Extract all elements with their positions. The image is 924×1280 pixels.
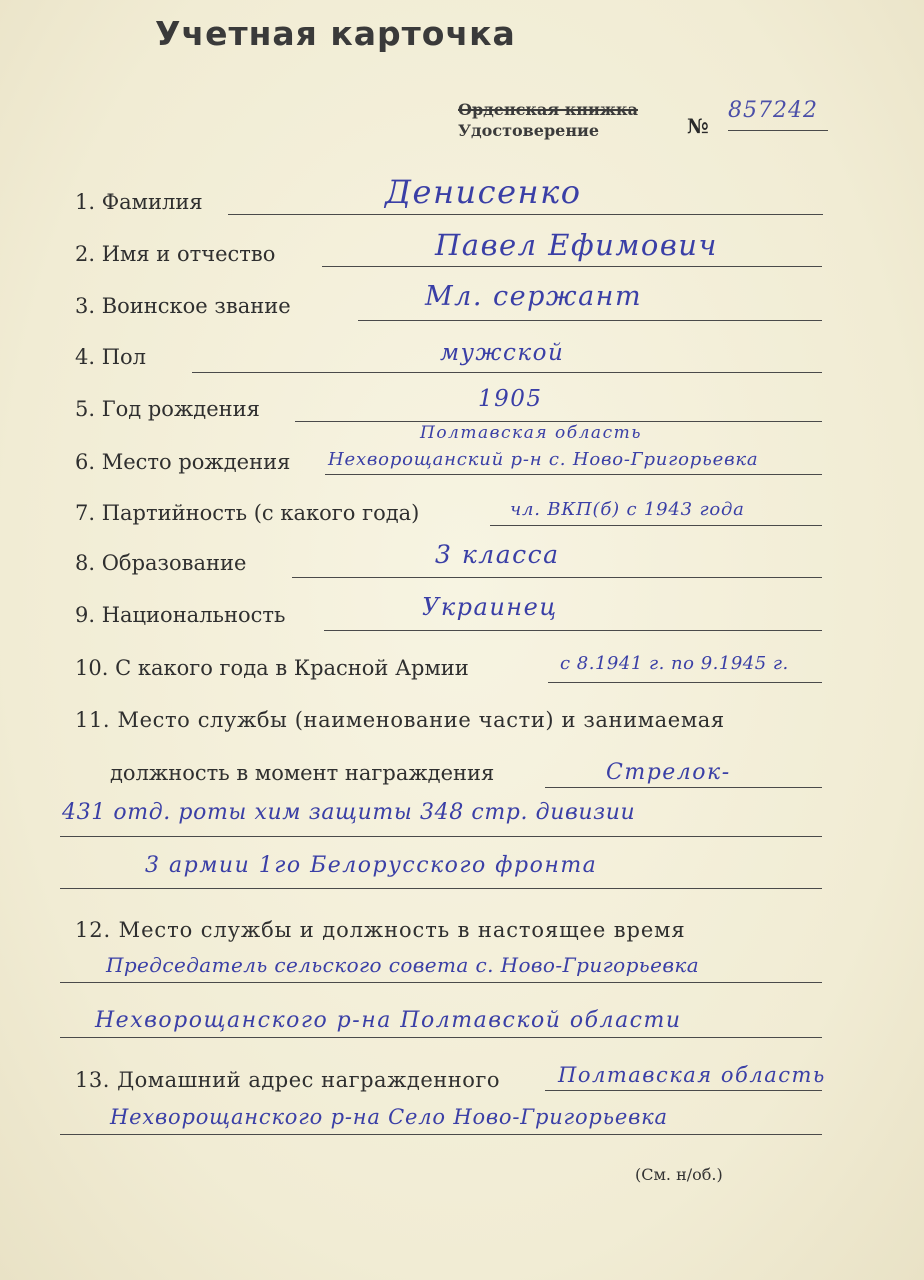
field-value-education: 3 класса: [435, 540, 560, 569]
field-value-army-since: с 8.1941 г. по 9.1945 г.: [560, 653, 789, 674]
field-value-name: Павел Ефимович: [435, 228, 718, 262]
field-line-service-3: [60, 888, 822, 889]
field-label-name: 2. Имя и отчество: [75, 242, 276, 266]
field-line-current-service-2: [60, 1037, 822, 1038]
field-label-birth-year: 5. Год рождения: [75, 397, 260, 421]
field-line-birthplace: [325, 474, 822, 475]
field-value-home-address-line1: Полтавская область: [558, 1063, 826, 1087]
document-type-certificate: Удостоверение: [458, 121, 600, 140]
field-value-current-service-line2: Нехворощанского р-на Полтавской области: [95, 1008, 682, 1033]
field-line-education: [292, 577, 822, 578]
number-sign: №: [687, 114, 709, 138]
field-label-current-service: 12. Место службы и должность в настоящее время: [75, 918, 686, 942]
field-line-birth-year: [295, 421, 822, 422]
field-label-service-line1: 11. Место службы (наименование части) и занимаемая: [75, 708, 725, 732]
field-label-nationality: 9. Национальность: [75, 603, 286, 627]
field-line-service-2: [60, 836, 822, 837]
card-title: Учетная карточка: [155, 14, 516, 53]
field-line-sex: [192, 372, 822, 373]
field-label-service-line2: должность в момент награждения: [110, 761, 495, 785]
field-line-home-address-1: [545, 1090, 822, 1091]
field-label-surname: 1. Фамилия: [75, 190, 203, 214]
document-type-struck: Орденская книжка: [458, 100, 638, 119]
field-value-birthplace: Нехворощанский р-н с. Ново-Григорьевка: [328, 449, 759, 470]
field-value-birthplace-region: Полтавская область: [420, 423, 642, 443]
field-value-service-front: 3 армии 1го Белорусского фронта: [145, 853, 598, 878]
field-value-birth-year: 1905: [478, 386, 543, 412]
field-label-party: 7. Партийность (с какого года): [75, 501, 420, 525]
field-line-current-service-1: [60, 982, 822, 983]
field-label-sex: 4. Пол: [75, 345, 147, 369]
certificate-number: 857242: [728, 98, 818, 123]
field-value-nationality: Украинец: [422, 593, 558, 621]
field-line-army-since: [548, 682, 822, 683]
field-line-service-1: [545, 787, 822, 788]
field-value-rank: Мл. сержант: [425, 281, 643, 312]
field-value-surname: Дениcенко: [385, 173, 582, 211]
field-value-service-unit: 431 отд. роты хим защиты 348 стр. дивизии: [62, 800, 636, 825]
field-line-nationality: [324, 630, 822, 631]
document-type: [458, 100, 638, 140]
field-label-army-since: 10. С какого года в Красной Армии: [75, 656, 469, 680]
field-label-home-address: 13. Домашний адрес награжденного: [75, 1068, 501, 1092]
field-value-current-service-line1: Председатель сельского совета с. Ново-Григорьевка: [106, 953, 700, 977]
field-label-education: 8. Образование: [75, 551, 247, 575]
number-underline: [728, 130, 828, 131]
field-line-home-address-2: [60, 1134, 822, 1135]
field-line-surname: [228, 214, 823, 215]
field-label-birthplace: 6. Место рождения: [75, 450, 291, 474]
field-value-party: чл. ВКП(б) с 1943 года: [510, 499, 745, 520]
field-value-sex: мужской: [440, 340, 565, 366]
field-line-rank: [358, 320, 822, 321]
field-line-party: [490, 525, 822, 526]
field-line-name: [322, 266, 822, 267]
field-value-service-position: Стрелок-: [606, 760, 731, 785]
see-reverse-note: (См. н/об.): [635, 1165, 723, 1184]
field-label-rank: 3. Воинское звание: [75, 294, 291, 318]
field-value-home-address-line2: Нехворощанского р-на Село Ново-Григорьевка: [110, 1105, 668, 1129]
